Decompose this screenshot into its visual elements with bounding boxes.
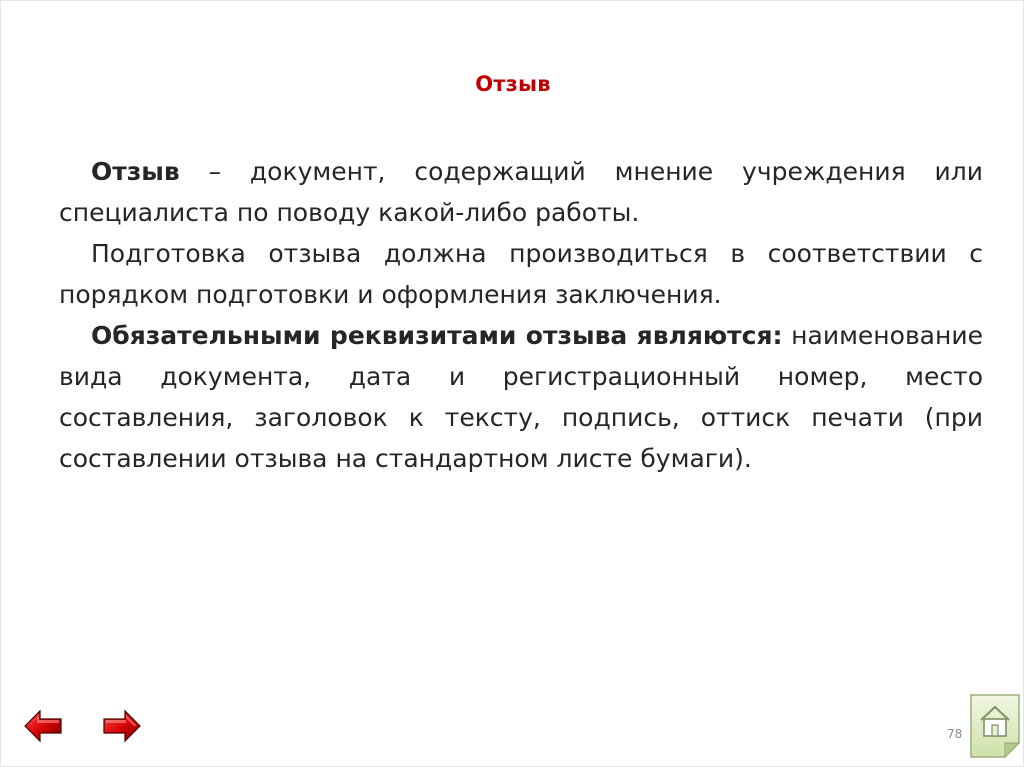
paragraph-preparation <box>59 233 983 315</box>
paragraph-text: наименование вида документа, дата и регистрационный номер, место составления, заголовок к тексту, подпись, оттиск печати (при составлении отзыва на стандартном листе бумаги). <box>59 321 983 473</box>
paragraph-text: Подготовка отзыва должна производиться в соответствии с порядком подготовки и оформления заключения. <box>59 239 983 309</box>
paragraph-requisites <box>59 315 983 479</box>
arrow-right-icon <box>102 707 142 745</box>
page-number: 78 <box>947 727 963 741</box>
home-button[interactable] <box>969 693 1021 759</box>
arrow-left-icon <box>23 707 63 745</box>
paragraph-bold-lead: Обязательными реквизитами отзыва являются: <box>91 321 783 350</box>
paragraph-bold-lead: Отзыв <box>91 157 180 186</box>
slide-body <box>59 151 983 479</box>
slide-title: Отзыв <box>475 72 551 96</box>
paragraph-definition <box>59 151 983 233</box>
next-slide-button[interactable] <box>102 707 142 745</box>
prev-slide-button[interactable] <box>23 707 63 745</box>
home-icon <box>969 693 1021 759</box>
paragraph-text: – документ, содержащий мнение учреждения или специалиста по поводу какой-либо работы. <box>59 157 983 227</box>
